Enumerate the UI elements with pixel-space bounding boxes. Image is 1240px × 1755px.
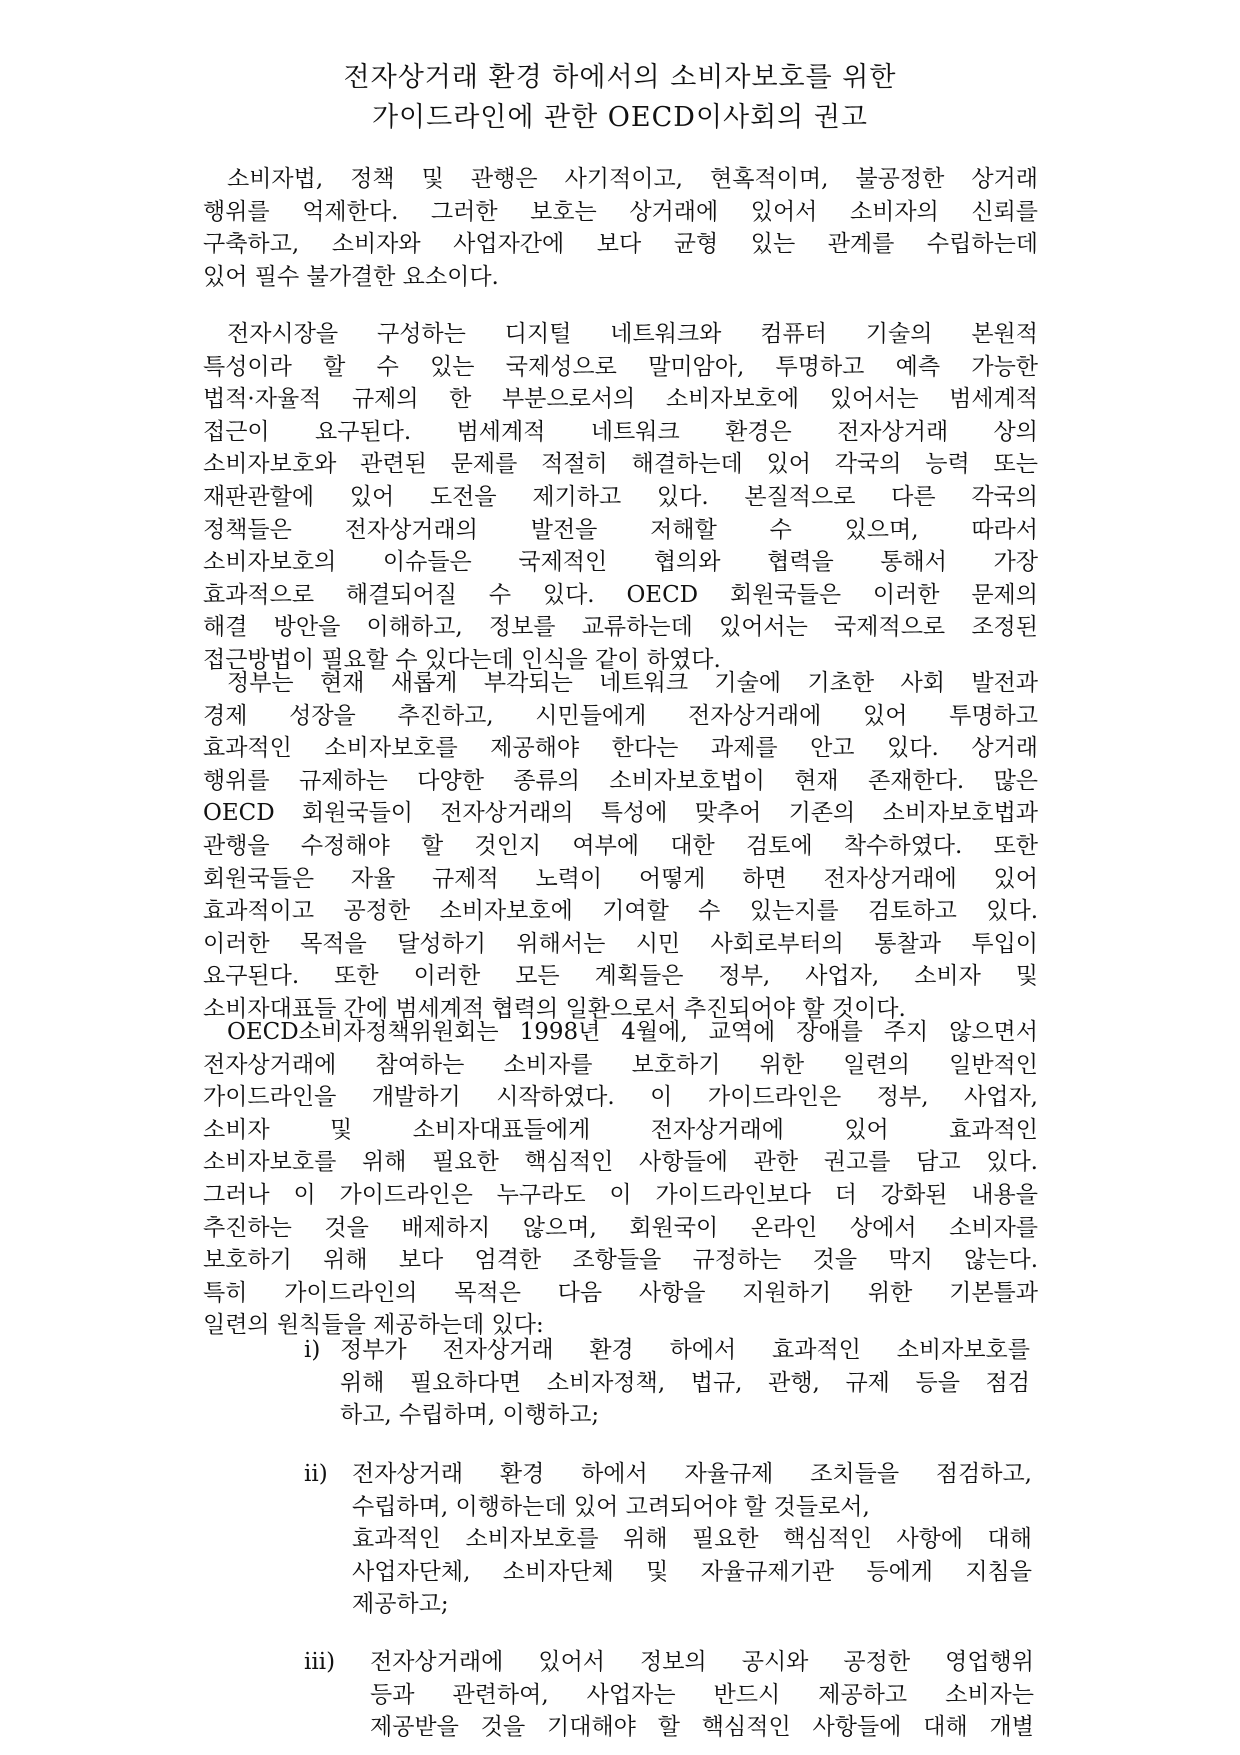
paragraph-line: 전자시장을 구성하는 디지털 네트워크와 컴퓨터 기술의 본원적 (227, 321, 1038, 347)
paragraph-line: 소비자 및 소비자대표들에게 전자상거래에 있어 효과적인 (203, 1116, 1038, 1143)
paragraph-line: 추진하는 것을 배제하지 않으며, 회원국이 온라인 상에서 소비자를 (203, 1214, 1038, 1241)
paragraph-line: 회원국들은 자율 규제적 노력이 어떻게 하면 전자상거래에 있어 (203, 865, 1038, 892)
paragraph-line: 이러한 목적을 달성하기 위해서는 시민 사회로부터의 통찰과 투입이 (203, 930, 1038, 957)
list-item-body (352, 1458, 1032, 1621)
paragraph-4 (203, 1016, 1038, 1342)
paragraph-line: 요구된다. 또한 이러한 모든 계획들은 정부, 사업자, 소비자 및 (203, 963, 1038, 990)
paragraph-line: 구축하고, 소비자와 사업자간에 보다 균형 있는 관계를 수립하는데 (203, 231, 1038, 258)
paragraph-line: 법적·자율적 규제의 한 부분으로서의 소비자보호에 있어서는 범세계적 (203, 386, 1038, 413)
list-line: 하고, 수립하며, 이행하고; (340, 1402, 600, 1429)
list-line: 등과 관련하여, 사업자는 반드시 제공하고 소비자는 (370, 1681, 1034, 1708)
list-marker: ii) (304, 1461, 328, 1487)
paragraph-line: 일련의 원칙들을 제공하는데 있다: (203, 1312, 544, 1339)
paragraph-3 (203, 667, 1038, 1026)
paragraph-line: 보호하기 위해 보다 엄격한 조항들을 규정하는 것을 막지 않는다. (203, 1247, 1038, 1274)
paragraph-line: 해결 방안을 이해하고, 정보를 교류하는데 있어서는 국제적으로 조정된 (203, 614, 1038, 641)
list-line: 제공하고; (352, 1591, 449, 1618)
list-marker: iii) (304, 1649, 336, 1675)
paragraph-line: 경제 성장을 추진하고, 시민들에게 전자상거래에 있어 투명하고 (203, 702, 1038, 729)
paragraph-line: 소비자보호를 위해 필요한 핵심적인 사항들에 관한 권고를 담고 있다. (203, 1149, 1038, 1176)
list-line: 정부가 전자상거래 환경 하에서 효과적인 소비자보호를 (340, 1337, 1030, 1363)
paragraph-line: 소비자보호와 관련된 문제를 적절히 해결하는데 있어 각국의 능력 또는 (203, 451, 1038, 478)
list-item-body (340, 1334, 1030, 1432)
list-item-body (370, 1646, 1034, 1744)
paragraph-line: 행위를 억제한다. 그러한 보호는 상거래에 있어서 소비자의 신뢰를 (203, 198, 1038, 225)
paragraph-line: 특히 가이드라인의 목적은 다음 사항을 지원하기 위한 기본틀과 (203, 1279, 1038, 1306)
list-line: 제공받을 것을 기대해야 할 핵심적인 사항들에 대해 개별 (370, 1714, 1034, 1741)
list-marker: i) (304, 1337, 321, 1363)
paragraph-line: 소비자대표들 간에 범세계적 협력의 일환으로서 추진되어야 할 것이다. (203, 995, 906, 1022)
title-line: 전자상거래 환경 하에서의 소비자보호를 위한 (343, 62, 897, 93)
paragraph-line: 전자상거래에 참여하는 소비자를 보호하기 위한 일련의 일반적인 (203, 1051, 1038, 1078)
paragraph-line: 효과적으로 해결되어질 수 있다. OECD 회원국들은 이러한 문제의 (203, 581, 1038, 608)
paragraph-line: 그러나 이 가이드라인은 누구라도 이 가이드라인보다 더 강화된 내용을 (203, 1181, 1038, 1208)
paragraph-line: 접근방법이 필요할 수 있다는데 인식을 같이 하였다. (203, 646, 721, 673)
paragraph-line: 있어 필수 불가결한 요소이다. (203, 263, 499, 290)
paragraph-line: 효과적인 소비자보호를 제공해야 한다는 과제를 안고 있다. 상거래 (203, 735, 1038, 762)
paragraph-line: 관행을 수정해야 할 것인지 여부에 대한 검토에 착수하였다. 또한 (203, 832, 1038, 859)
paragraph-line: 소비자보호의 이슈들은 국제적인 협의와 협력을 통해서 가장 (203, 549, 1038, 576)
list-line: 전자상거래 환경 하에서 자율규제 조치들을 점검하고, (352, 1461, 1032, 1487)
list-line: 효과적인 소비자보호를 위해 필요한 핵심적인 사항에 대해 (352, 1526, 1032, 1553)
list-line: 수립하며, 이행하는데 있어 고려되어야 할 것들로서, (352, 1493, 870, 1520)
paragraph-line: 행위를 규제하는 다양한 종류의 소비자보호법이 현재 존재한다. 많은 (203, 767, 1038, 794)
paragraph-line: OECD소비자정책위원회는 1998년 4월에, 교역에 장애를 주지 않으면서 (227, 1019, 1038, 1045)
paragraph-line: 정부는 현재 새롭게 부각되는 네트워크 기술에 기초한 사회 발전과 (227, 670, 1038, 696)
paragraph-line: 특성이라 할 수 있는 국제성으로 말미암아, 투명하고 예측 가능한 (203, 353, 1038, 380)
paragraph-line: 정책들은 전자상거래의 발전을 저해할 수 있으며, 따라서 (203, 516, 1038, 543)
list-line: 사업자단체, 소비자단체 및 자율규제기관 등에게 지침을 (352, 1558, 1032, 1585)
list-line: 위해 필요하다면 소비자정책, 법규, 관행, 규제 등을 점검 (340, 1369, 1030, 1396)
paragraph-line: 효과적이고 공정한 소비자보호에 기여할 수 있는지를 검토하고 있다. (203, 898, 1038, 925)
title-line: 가이드라인에 관한 OECD이사회의 권고 (371, 102, 869, 133)
paragraph-line: OECD 회원국들이 전자상거래의 특성에 맞추어 기존의 소비자보호법과 (203, 800, 1038, 827)
paragraph-line: 접근이 요구된다. 범세계적 네트워크 환경은 전자상거래 상의 (203, 418, 1038, 445)
paragraph-2 (203, 318, 1038, 677)
paragraph-line: 재판관할에 있어 도전을 제기하고 있다. 본질적으로 다른 각국의 (203, 483, 1038, 510)
list-line: 전자상거래에 있어서 정보의 공시와 공정한 영업행위 (370, 1649, 1034, 1675)
document-title (200, 58, 1040, 138)
paragraph-line: 소비자법, 정책 및 관행은 사기적이고, 현혹적이며, 불공정한 상거래 (227, 166, 1038, 192)
paragraph-1 (203, 163, 1038, 293)
paragraph-line: 가이드라인을 개발하기 시작하였다. 이 가이드라인은 정부, 사업자, (203, 1084, 1038, 1111)
